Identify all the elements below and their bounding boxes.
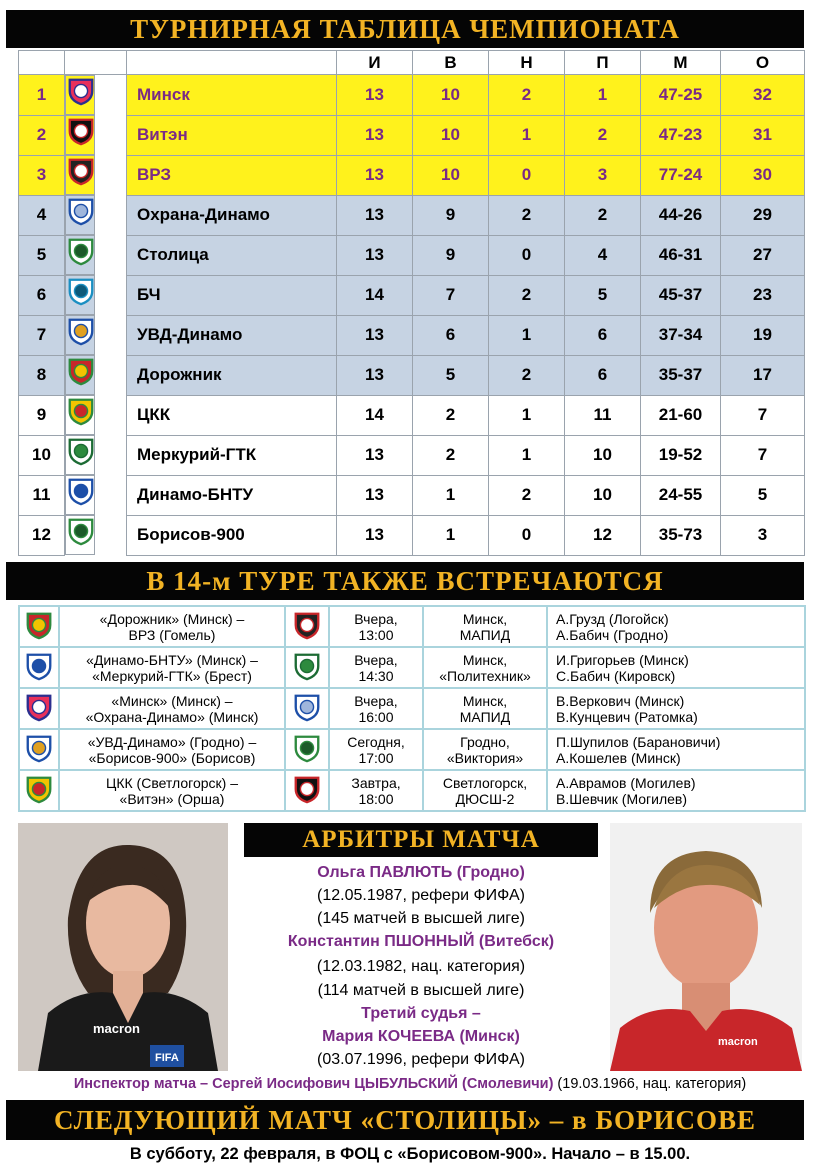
- games-played: 13: [337, 435, 413, 475]
- fixture-referees-line-1: А.Аврамов (Могилев): [556, 774, 696, 791]
- fixture-time: [329, 647, 423, 688]
- photo-left-brand: macron: [93, 1021, 140, 1036]
- fixture-referees-line-1: В.Веркович (Минск): [556, 692, 685, 709]
- wins: 10: [413, 155, 489, 195]
- fixture-venue: [423, 606, 547, 647]
- fixture-venue-line-2: МАПИД: [459, 708, 511, 725]
- header-draw: Н: [489, 51, 565, 75]
- fixture-row: [19, 770, 805, 811]
- points: 27: [721, 235, 805, 275]
- draws: 2: [489, 475, 565, 515]
- minsk-logo-icon: [24, 692, 54, 722]
- fixture-time: [329, 729, 423, 770]
- fixture-venue-line-1: Гродно,: [460, 733, 510, 750]
- referee-2-name: Константин ПШОННЫЙ (Витебск): [287, 933, 555, 950]
- standings-row: [19, 475, 805, 515]
- draws: 2: [489, 75, 565, 116]
- fixture-teams-line-1: ЦКК (Светлогорск) –: [106, 774, 238, 791]
- home-team-logo: [19, 770, 59, 811]
- games-played: 13: [337, 515, 413, 555]
- fixture-teams-line-2: ВРЗ (Гомель): [128, 626, 216, 643]
- points: 29: [721, 195, 805, 235]
- fixture-row: [19, 606, 805, 647]
- draws: 1: [489, 315, 565, 355]
- borisov-900-logo-icon: [66, 516, 96, 546]
- losses: 2: [565, 115, 641, 155]
- dorozhnik-logo-icon: [66, 356, 96, 386]
- standings-row: [19, 275, 805, 315]
- fixture-teams-line-1: «УВД-Динамо» (Гродно) –: [87, 733, 257, 750]
- referee-1-info-1: (12.05.1987, рефери ФИФА): [317, 887, 525, 904]
- home-team-logo: [19, 647, 59, 688]
- losses: 6: [565, 355, 641, 395]
- fixture-time-line-2: 18:00: [358, 790, 394, 807]
- okhrana-dinamo-logo-icon: [66, 196, 96, 226]
- fixture-venue-line-1: Минск,: [462, 692, 508, 709]
- referees-title: АРБИТРЫ МАТЧА: [244, 823, 598, 857]
- goals: 47-23: [641, 115, 721, 155]
- fixture-time-line-2: 17:00: [358, 749, 394, 766]
- away-team-logo: [285, 647, 329, 688]
- fixture-time-line-2: 13:00: [358, 626, 394, 643]
- fixture-referees-line-2: В.Кунцевич (Ратомка): [556, 708, 698, 725]
- wins: 9: [413, 195, 489, 235]
- referee-photo-left: [18, 823, 228, 1071]
- team-logo: [65, 435, 95, 475]
- third-referee-label: Третий судья –: [361, 1005, 481, 1022]
- fixture-time: [329, 770, 423, 811]
- vrz-logo-icon: [292, 610, 322, 640]
- fixtures-table: [18, 605, 806, 812]
- fixture-referees: [547, 729, 805, 770]
- header-games: И: [337, 51, 413, 75]
- wins: 9: [413, 235, 489, 275]
- header-lost: П: [565, 51, 641, 75]
- goals: 37-34: [641, 315, 721, 355]
- fixture-teams: [59, 606, 285, 647]
- losses: 2: [565, 195, 641, 235]
- header-pos: [19, 51, 65, 75]
- team-position: 11: [19, 475, 65, 515]
- next-match-info: В субботу, 22 февраля, в ФОЦ с «Борисовом-900». Начало – в 15.00.: [129, 1145, 691, 1163]
- wins: 6: [413, 315, 489, 355]
- points: 32: [721, 75, 805, 116]
- team-logo: [65, 395, 95, 435]
- referee-woman-photo: [18, 823, 228, 1071]
- bch-logo-icon: [66, 276, 96, 306]
- points: 17: [721, 355, 805, 395]
- points: 7: [721, 395, 805, 435]
- team-name: ВРЗ: [127, 155, 337, 195]
- okhrana-dinamo-logo-icon: [292, 692, 322, 722]
- wins: 7: [413, 275, 489, 315]
- team-logo: [65, 515, 95, 555]
- standings-row: [19, 435, 805, 475]
- team-position: 7: [19, 315, 65, 355]
- draws: 1: [489, 395, 565, 435]
- games-played: 13: [337, 315, 413, 355]
- team-name: Витэн: [127, 115, 337, 155]
- losses: 11: [565, 395, 641, 435]
- wins: 5: [413, 355, 489, 395]
- header-logo: [65, 51, 127, 75]
- team-name: УВД-Динамо: [127, 315, 337, 355]
- home-team-logo: [19, 606, 59, 647]
- tskk-logo-icon: [66, 396, 96, 426]
- games-played: 14: [337, 275, 413, 315]
- team-name: Минск: [127, 75, 337, 116]
- wins: 1: [413, 515, 489, 555]
- games-played: 13: [337, 115, 413, 155]
- fixture-venue-line-1: Минск,: [462, 651, 508, 668]
- games-played: 13: [337, 355, 413, 395]
- team-position: 4: [19, 195, 65, 235]
- goals: 44-26: [641, 195, 721, 235]
- tskk-logo-icon: [24, 774, 54, 804]
- losses: 1: [565, 75, 641, 116]
- wins: 10: [413, 75, 489, 116]
- referee-3-name: Мария КОЧЕЕВА (Минск): [322, 1028, 520, 1045]
- dorozhnik-logo-icon: [24, 610, 54, 640]
- referee-man-photo: [610, 823, 802, 1071]
- header-points: О: [721, 51, 805, 75]
- round-title: В 14-м ТУРЕ ТАКЖЕ ВСТРЕЧАЮТСЯ: [6, 562, 804, 600]
- standings-row: [19, 235, 805, 275]
- standings-title: ТУРНИРНАЯ ТАБЛИЦА ЧЕМПИОНАТА: [6, 10, 804, 48]
- points: 30: [721, 155, 805, 195]
- fixture-teams-line-1: «Динамо-БНТУ» (Минск) –: [86, 651, 258, 668]
- team-logo: [65, 315, 95, 355]
- fixture-venue-line-1: Минск,: [462, 610, 508, 627]
- fixture-teams-line-1: «Дорожник» (Минск) –: [99, 610, 245, 627]
- fixture-referees-line-2: А.Кошелев (Минск): [556, 749, 681, 766]
- fixture-time-line-1: Сегодня,: [347, 733, 405, 750]
- merkuriy-gtk-logo-icon: [292, 651, 322, 681]
- points: 7: [721, 435, 805, 475]
- wins: 1: [413, 475, 489, 515]
- fixture-teams-line-2: «Охрана-Динамо» (Минск): [85, 708, 259, 725]
- goals: 35-73: [641, 515, 721, 555]
- team-name: ЦКК: [127, 395, 337, 435]
- team-position: 12: [19, 515, 65, 555]
- goals: 77-24: [641, 155, 721, 195]
- team-name: Столица: [127, 235, 337, 275]
- referee-photo-right: [610, 823, 802, 1071]
- minsk-logo-icon: [66, 76, 96, 106]
- wins: 2: [413, 435, 489, 475]
- referee-2-info-2: (114 матчей в высшей лиге): [317, 982, 525, 999]
- away-team-logo: [285, 729, 329, 770]
- home-team-logo: [19, 729, 59, 770]
- team-position: 3: [19, 155, 65, 195]
- team-logo: [65, 475, 95, 515]
- goals: 45-37: [641, 275, 721, 315]
- team-position: 1: [19, 75, 65, 116]
- home-team-logo: [19, 688, 59, 729]
- team-name: Борисов-900: [127, 515, 337, 555]
- viten-logo-icon: [292, 774, 322, 804]
- draws: 1: [489, 115, 565, 155]
- games-played: 13: [337, 75, 413, 116]
- draws: 2: [489, 195, 565, 235]
- dinamo-bntu-logo-icon: [66, 476, 96, 506]
- standings-row: [19, 155, 805, 195]
- draws: 1: [489, 435, 565, 475]
- losses: 6: [565, 315, 641, 355]
- fixture-teams-line-2: «Борисов-900» (Борисов): [88, 749, 256, 766]
- standings-row: [19, 115, 805, 155]
- fixture-time: [329, 606, 423, 647]
- goals: 21-60: [641, 395, 721, 435]
- away-team-logo: [285, 688, 329, 729]
- fixture-referees-line-2: А.Бабич (Гродно): [556, 626, 669, 643]
- fixture-time-line-1: Вчера,: [354, 610, 398, 627]
- next-match-title: СЛЕДУЮЩИЙ МАТЧ «СТОЛИЦЫ» – в БОРИСОВЕ: [6, 1100, 804, 1140]
- uvd-dinamo-logo-icon: [66, 316, 96, 346]
- wins: 10: [413, 115, 489, 155]
- fixture-referees-line-2: С.Бабич (Кировск): [556, 667, 676, 684]
- fixture-venue-line-2: МАПИД: [459, 626, 511, 643]
- standings-row: [19, 315, 805, 355]
- stolitsa-logo-icon: [66, 236, 96, 266]
- fixture-row: [19, 688, 805, 729]
- team-position: 5: [19, 235, 65, 275]
- games-played: 13: [337, 195, 413, 235]
- fixture-venue-line-2: «Виктория»: [446, 749, 524, 766]
- team-logo: [65, 275, 95, 315]
- fixture-venue-line-2: ДЮСШ-2: [455, 790, 515, 807]
- fixture-time-line-1: Вчера,: [354, 651, 398, 668]
- fixture-teams: [59, 647, 285, 688]
- fixture-venue: [423, 647, 547, 688]
- fixture-referees-line-2: В.Шевчик (Могилев): [556, 790, 688, 807]
- wins: 2: [413, 395, 489, 435]
- team-position: 6: [19, 275, 65, 315]
- team-name: Дорожник: [127, 355, 337, 395]
- losses: 10: [565, 435, 641, 475]
- standings-row: [19, 75, 805, 116]
- fixture-referees-line-1: П.Шупилов (Барановичи): [556, 733, 721, 750]
- away-team-logo: [285, 770, 329, 811]
- draws: 0: [489, 155, 565, 195]
- fixture-referees-line-1: И.Григорьев (Минск): [556, 651, 689, 668]
- team-name: БЧ: [127, 275, 337, 315]
- games-played: 13: [337, 235, 413, 275]
- borisov-900-logo-icon: [292, 733, 322, 763]
- fixture-referees-line-1: А.Грузд (Логойск): [556, 610, 669, 627]
- team-position: 9: [19, 395, 65, 435]
- fixture-referees: [547, 606, 805, 647]
- draws: 2: [489, 355, 565, 395]
- team-name: Динамо-БНТУ: [127, 475, 337, 515]
- fixture-teams-line-1: «Минск» (Минск) –: [111, 692, 233, 709]
- standings-row: [19, 515, 805, 555]
- games-played: 13: [337, 155, 413, 195]
- header-goals: М: [641, 51, 721, 75]
- goals: 46-31: [641, 235, 721, 275]
- goals: 24-55: [641, 475, 721, 515]
- fixture-teams: [59, 770, 285, 811]
- goals: 47-25: [641, 75, 721, 116]
- merkuriy-gtk-logo-icon: [66, 436, 96, 466]
- team-name: Меркурий-ГТК: [127, 435, 337, 475]
- team-logo: [65, 155, 95, 195]
- viten-logo-icon: [66, 116, 96, 146]
- losses: 10: [565, 475, 641, 515]
- points: 3: [721, 515, 805, 555]
- uvd-dinamo-logo-icon: [24, 733, 54, 763]
- fixture-time-line-2: 16:00: [358, 708, 394, 725]
- away-team-logo: [285, 606, 329, 647]
- games-played: 13: [337, 475, 413, 515]
- goals: 19-52: [641, 435, 721, 475]
- vrz-logo-icon: [66, 156, 96, 186]
- photo-left-badge: FIFA: [155, 1052, 179, 1064]
- fixture-time-line-1: Завтра,: [351, 774, 401, 791]
- draws: 0: [489, 235, 565, 275]
- points: 19: [721, 315, 805, 355]
- fixture-venue-line-2: «Политехник»: [439, 667, 531, 684]
- team-logo: [65, 235, 95, 275]
- dinamo-bntu-logo-icon: [24, 651, 54, 681]
- fixture-teams-line-2: «Меркурий-ГТК» (Брест): [92, 667, 252, 684]
- fixture-venue: [423, 729, 547, 770]
- fixture-teams-line-2: «Витэн» (Орша): [119, 790, 225, 807]
- referee-1-info-2: (145 матчей в высшей лиге): [316, 910, 525, 927]
- fixture-row: [19, 729, 805, 770]
- losses: 3: [565, 155, 641, 195]
- team-logo: [65, 355, 95, 395]
- losses: 4: [565, 235, 641, 275]
- photo-right-brand: macron: [718, 1036, 758, 1048]
- referee-3-info-1: (03.07.1996, рефери ФИФА): [317, 1051, 525, 1068]
- fixture-row: [19, 647, 805, 688]
- draws: 2: [489, 275, 565, 315]
- standings-row: [19, 395, 805, 435]
- fixture-referees: [547, 688, 805, 729]
- fixture-time: [329, 688, 423, 729]
- referee-2-info-1: (12.03.1982, нац. категория): [316, 958, 526, 975]
- team-name: Охрана-Динамо: [127, 195, 337, 235]
- losses: 5: [565, 275, 641, 315]
- fixture-venue-line-1: Светлогорск,: [442, 774, 528, 791]
- team-position: 10: [19, 435, 65, 475]
- goals: 35-37: [641, 355, 721, 395]
- points: 5: [721, 475, 805, 515]
- inspector-line: [0, 1073, 820, 1095]
- standings-table: [18, 50, 805, 556]
- losses: 12: [565, 515, 641, 555]
- fixture-referees: [547, 647, 805, 688]
- header-team: [127, 51, 337, 75]
- fixture-referees: [547, 770, 805, 811]
- fixture-venue: [423, 688, 547, 729]
- referee-1-name: Ольга ПАВЛЮТЬ (Гродно): [317, 864, 525, 881]
- standings-header-row: [19, 51, 805, 75]
- draws: 0: [489, 515, 565, 555]
- team-logo: [65, 75, 95, 115]
- standings-row: [19, 355, 805, 395]
- fixture-teams: [59, 729, 285, 770]
- team-position: 8: [19, 355, 65, 395]
- fixture-teams: [59, 688, 285, 729]
- inspector-name: Инспектор матча – Сергей Иосифович ЦЫБУЛЬСКИЙ (Смолевичи): [73, 1076, 554, 1092]
- fixture-venue: [423, 770, 547, 811]
- standings-row: [19, 195, 805, 235]
- points: 23: [721, 275, 805, 315]
- team-logo: [65, 115, 95, 155]
- games-played: 14: [337, 395, 413, 435]
- fixture-time-line-2: 14:30: [358, 667, 394, 684]
- inspector-info: (19.03.1966, нац. категория): [553, 1076, 747, 1092]
- fixture-time-line-1: Вчера,: [354, 692, 398, 709]
- team-logo: [65, 195, 95, 235]
- points: 31: [721, 115, 805, 155]
- team-position: 2: [19, 115, 65, 155]
- header-won: В: [413, 51, 489, 75]
